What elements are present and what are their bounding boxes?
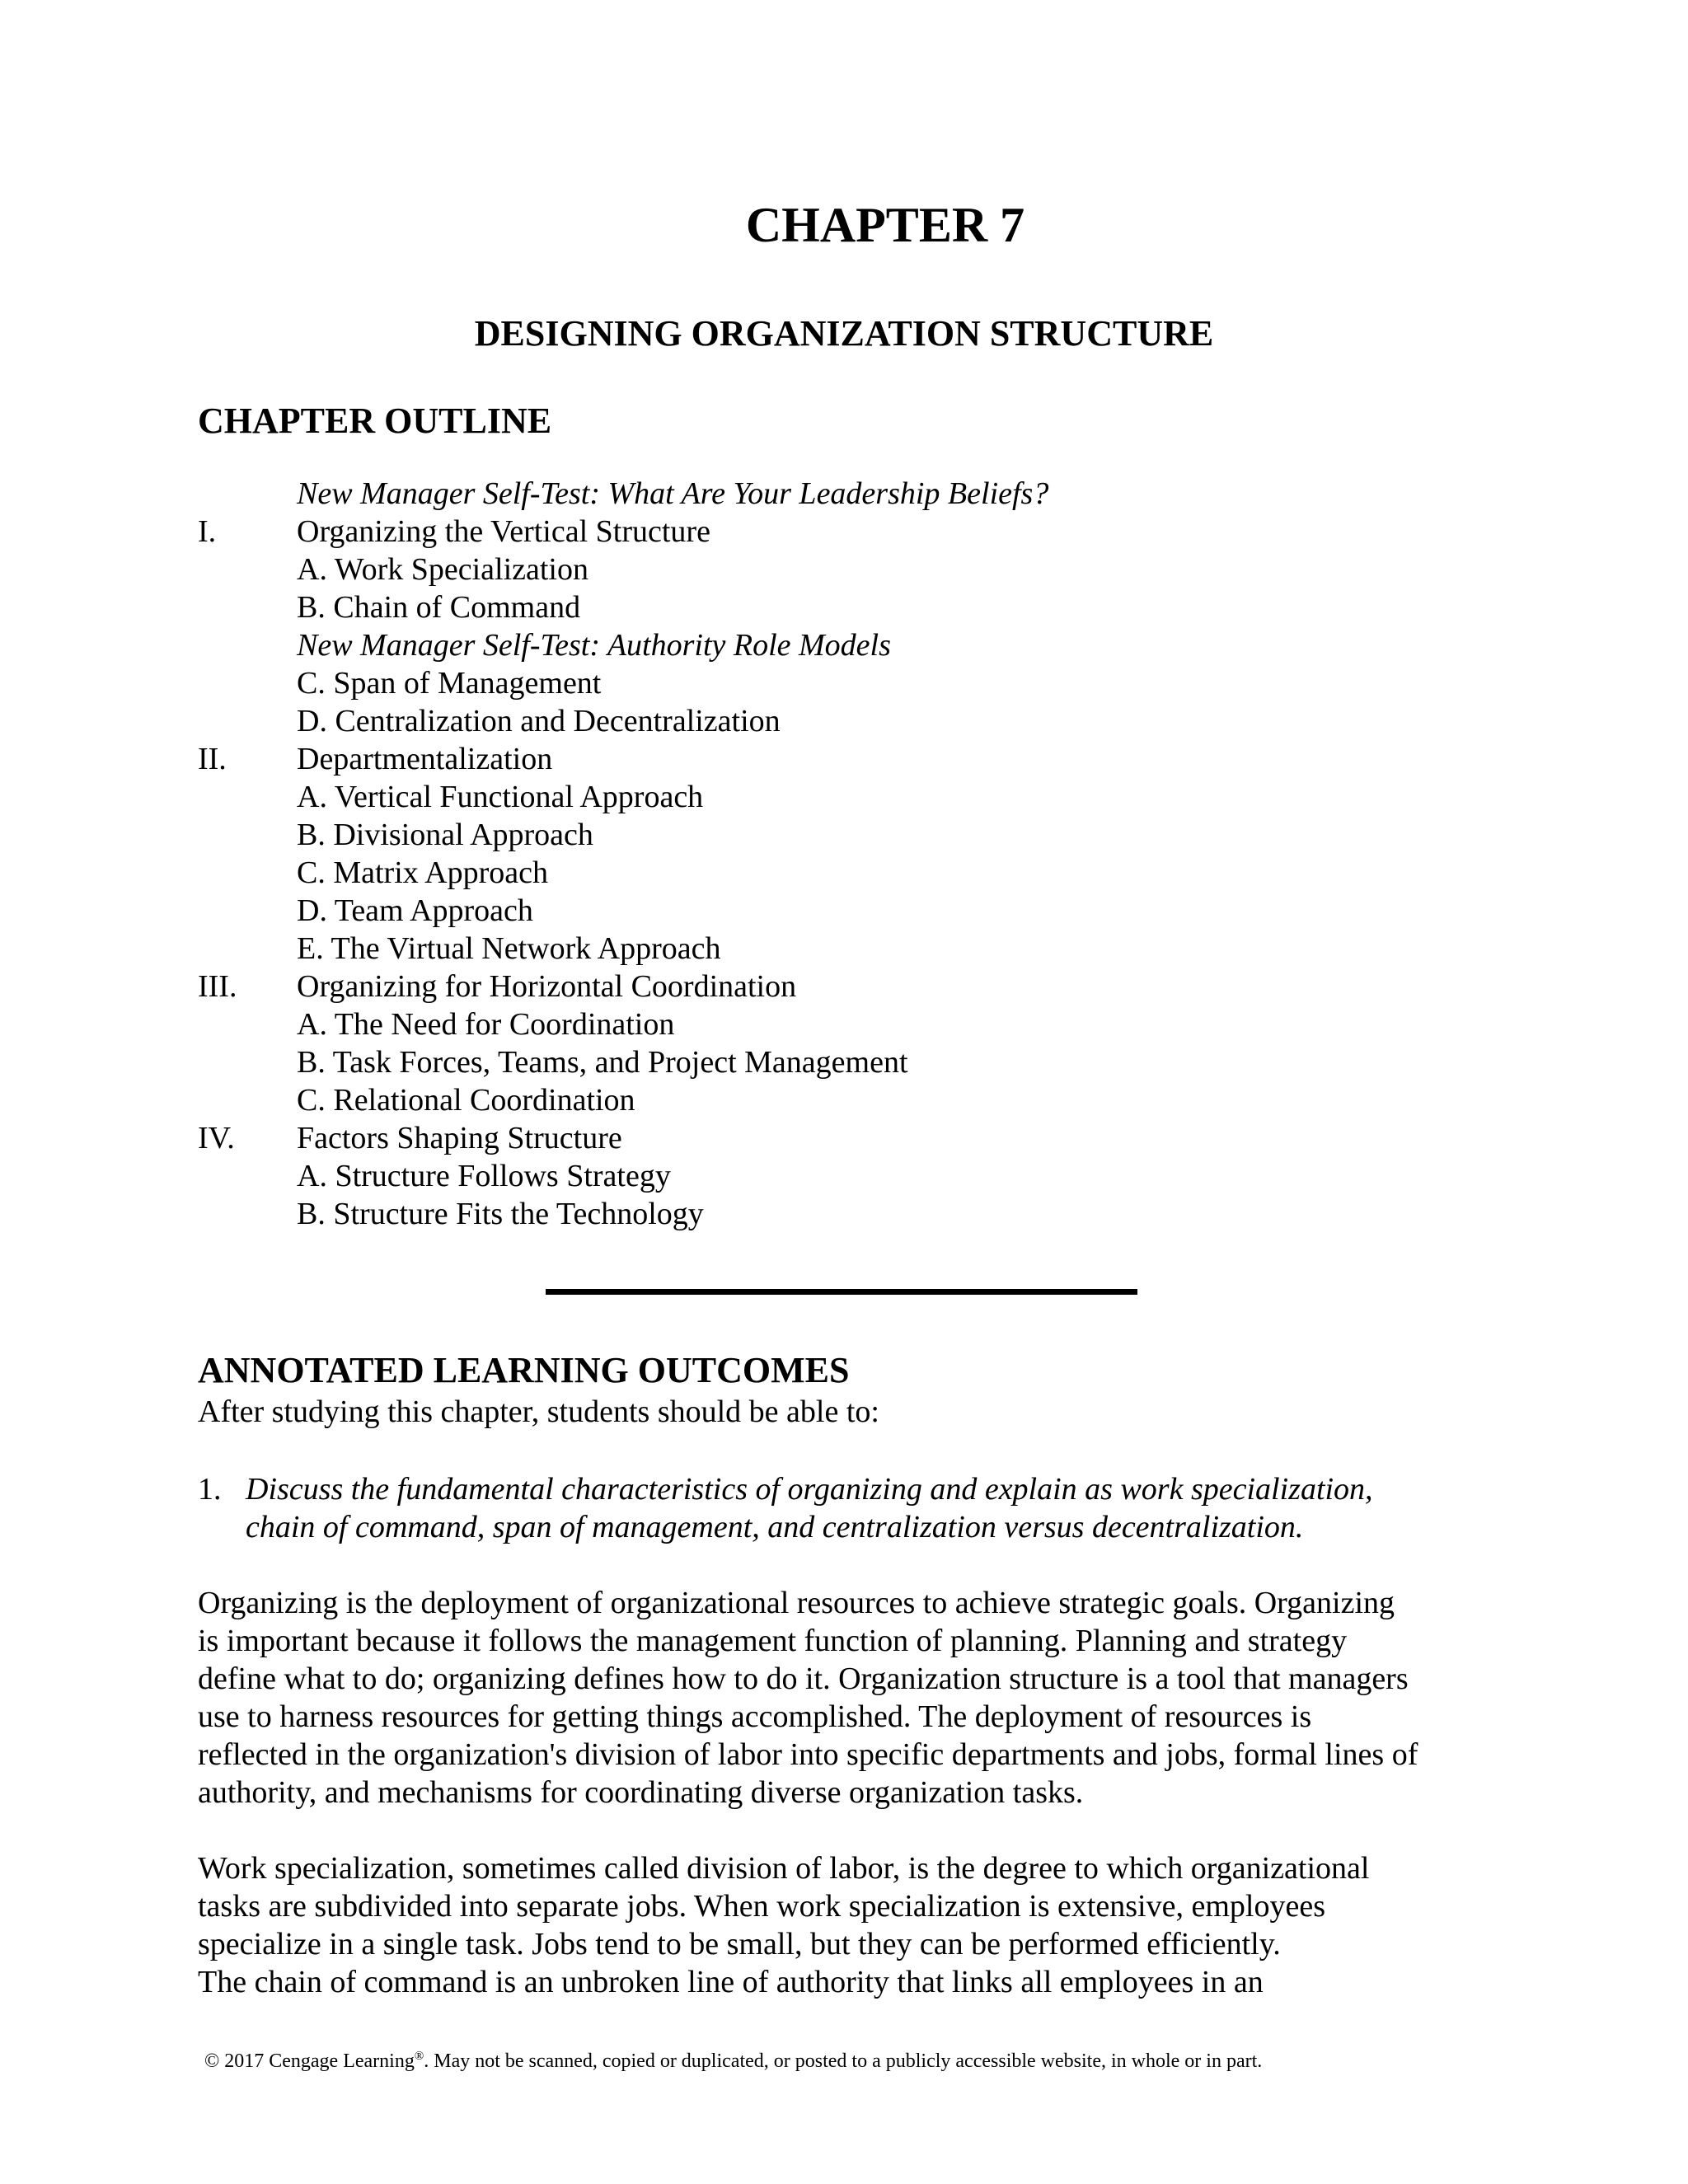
outline-item: B. Task Forces, Teams, and Project Management (297, 1045, 908, 1080)
outline-numeral: I. (198, 514, 217, 549)
chapter-outline-heading: CHAPTER OUTLINE (198, 401, 552, 441)
outline-item: D. Centralization and Decentralization (297, 704, 781, 738)
outline-item: E. The Virtual Network Approach (297, 931, 721, 966)
chapter-outline (198, 475, 1517, 1233)
outline-item: New Manager Self-Test: What Are Your Leadership Beliefs? (297, 476, 1049, 511)
outline-item: A. Vertical Functional Approach (297, 780, 704, 814)
outline-numeral: III. (198, 969, 237, 1004)
outcome-number: 1. (198, 1472, 222, 1507)
outline-item: Organizing the Vertical Structure (297, 514, 710, 549)
outline-row (198, 892, 1517, 930)
outline-numeral: II. (198, 742, 227, 776)
outline-row (198, 1005, 1517, 1043)
outline-item: C. Matrix Approach (297, 855, 549, 890)
outline-item: Organizing for Horizontal Coordination (297, 969, 797, 1004)
outline-row (198, 588, 1517, 626)
outline-row (198, 1081, 1517, 1119)
outline-row (198, 475, 1517, 513)
chapter-number: CHAPTER 7 (745, 198, 1025, 252)
outline-item: B. Structure Fits the Technology (297, 1197, 704, 1231)
outline-row (198, 854, 1517, 892)
outline-item: Departmentalization (297, 742, 553, 776)
outline-item: B. Chain of Command (297, 590, 581, 625)
learning-outcomes-heading: ANNOTATED LEARNING OUTCOMES (198, 1350, 850, 1390)
outline-row (198, 740, 1517, 778)
outline-row (198, 702, 1517, 740)
outline-item: A. Structure Follows Strategy (297, 1159, 671, 1193)
outline-item: A. The Need for Coordination (297, 1007, 675, 1042)
outline-item: C. Relational Coordination (297, 1083, 635, 1118)
outline-item: C. Span of Management (297, 666, 602, 701)
outline-row (198, 1043, 1517, 1081)
outcomes-intro: After studying this chapter, students should be able to: (198, 1394, 879, 1429)
outline-item: A. Work Specialization (297, 552, 588, 587)
outline-row (198, 930, 1517, 968)
outline-item: New Manager Self-Test: Authority Role Models (297, 628, 891, 663)
outline-row (198, 626, 1517, 664)
copyright-footer: © 2017 Cengage Learning®. May not be scanned, copied or duplicated, or posted to a publicly accessible website, in whole or in part. (204, 2050, 1263, 2072)
outline-row (198, 778, 1517, 816)
outline-row (198, 816, 1517, 854)
outline-item: Factors Shaping Structure (297, 1121, 622, 1155)
section-divider (546, 1289, 1137, 1295)
outline-row (198, 1157, 1517, 1195)
outcome-text: Discuss the fundamental characteristics of organizing and explain as work specialization, chain of command, span of management, and centralization versus decentralization. (246, 1472, 1373, 1544)
outline-item: D. Team Approach (297, 893, 533, 928)
outline-numeral: IV. (198, 1121, 235, 1155)
body-paragraph: Organizing is the deployment of organizational resources to achieve strategic goals. Organizing is important because it follows the management function of planning. Planning and strategy define what to do; organizing defines how to do it. Organization structure is a tool that managers use to harness resources for getting things accomplished. The deployment of resources is reflected in the organization's division of labor into specific departments and jobs, formal lines of authority, and mechanisms for coordinating diverse organization tasks. (198, 1586, 1418, 1810)
outline-row (198, 968, 1517, 1005)
body-paragraph: Work specialization, sometimes called division of labor, is the degree to which organizational tasks are subdivided into separate jobs. When work specialization is extensive, employees specialize in a single task. Jobs tend to be small, but they can be performed efficiently. The chain of command is an unbroken line of authority that links all employees in an (198, 1851, 1370, 1999)
chapter-title: DESIGNING ORGANIZATION STRUCTURE (474, 313, 1214, 354)
outline-row (198, 551, 1517, 588)
outline-item: B. Divisional Approach (297, 818, 593, 852)
outline-row (198, 513, 1517, 551)
outline-row (198, 664, 1517, 702)
outline-row (198, 1195, 1517, 1233)
outline-row (198, 1119, 1517, 1157)
